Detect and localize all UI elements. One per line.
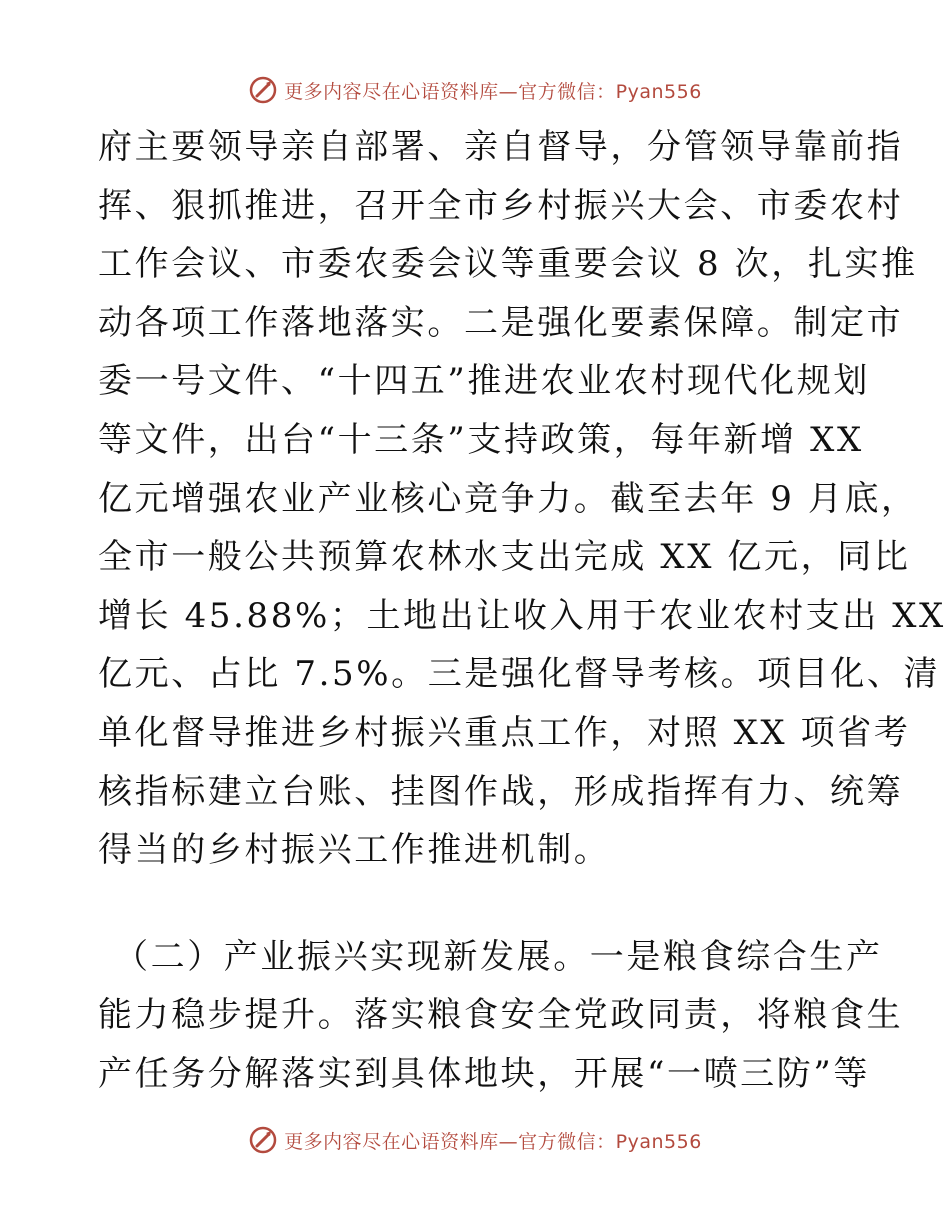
- text-line: 全市一般公共预算农林水支出完成 XX 亿元，同比: [98, 537, 911, 578]
- text-line: 府主要领导亲自部署、亲自督导，分管领导靠前指: [98, 127, 904, 167]
- text-line: 动各项工作落地落实。二是强化要素保障。制定市: [98, 302, 904, 343]
- text-line: 得当的乡村振兴工作推进机制。: [98, 830, 611, 871]
- text-line: 挥、狠抓推进，召开全市乡村振兴大会、市委农村: [98, 185, 904, 226]
- text-line: 亿元增强农业产业核心竞争力。截至去年 9 月底，: [98, 478, 918, 519]
- text-line: 核指标建立台账、挂图作战，形成指挥有力、统筹: [98, 771, 904, 812]
- section-heading-line: （二）产业振兴实现新发展。一是粮食综合生产: [114, 936, 883, 977]
- paragraph: [98, 928, 904, 1104]
- text-line: 亿元、占比 7.5%。三是强化督导考核。项目化、清: [98, 654, 941, 695]
- text-line: 能力稳步提升。落实粮食安全党政同责，将粮食生: [98, 995, 904, 1036]
- text-line: 单化督导推进乡村振兴重点工作，对照 XX 项省考: [98, 712, 911, 753]
- header-watermark: [0, 70, 950, 110]
- text-line: 工作会议、市委农委会议等重要会议 8 次，扎实推: [98, 244, 918, 285]
- paragraph-gap: [98, 880, 858, 928]
- brand-logo-icon: [248, 1125, 278, 1155]
- brand-logo-icon: [248, 75, 278, 105]
- text-line: 增长 45.88%；土地出让收入用于农业农村支出 XX: [98, 595, 946, 636]
- footer-watermark: [0, 1120, 950, 1160]
- watermark-text: 更多内容尽在心语资料库—官方微信：Pyan556: [284, 1130, 702, 1153]
- paragraph: [98, 118, 946, 880]
- watermark-text: 更多内容尽在心语资料库—官方微信：Pyan556: [284, 80, 702, 103]
- text-line: 等文件，出台“十三条”支持政策，每年新增 XX: [98, 419, 864, 460]
- text-line: 产任务分解落实到具体地块，开展“一喷三防”等: [98, 1053, 870, 1094]
- document-body: [98, 118, 946, 1104]
- text-line: 委一号文件、“十四五”推进农业农村现代化规划: [98, 361, 870, 402]
